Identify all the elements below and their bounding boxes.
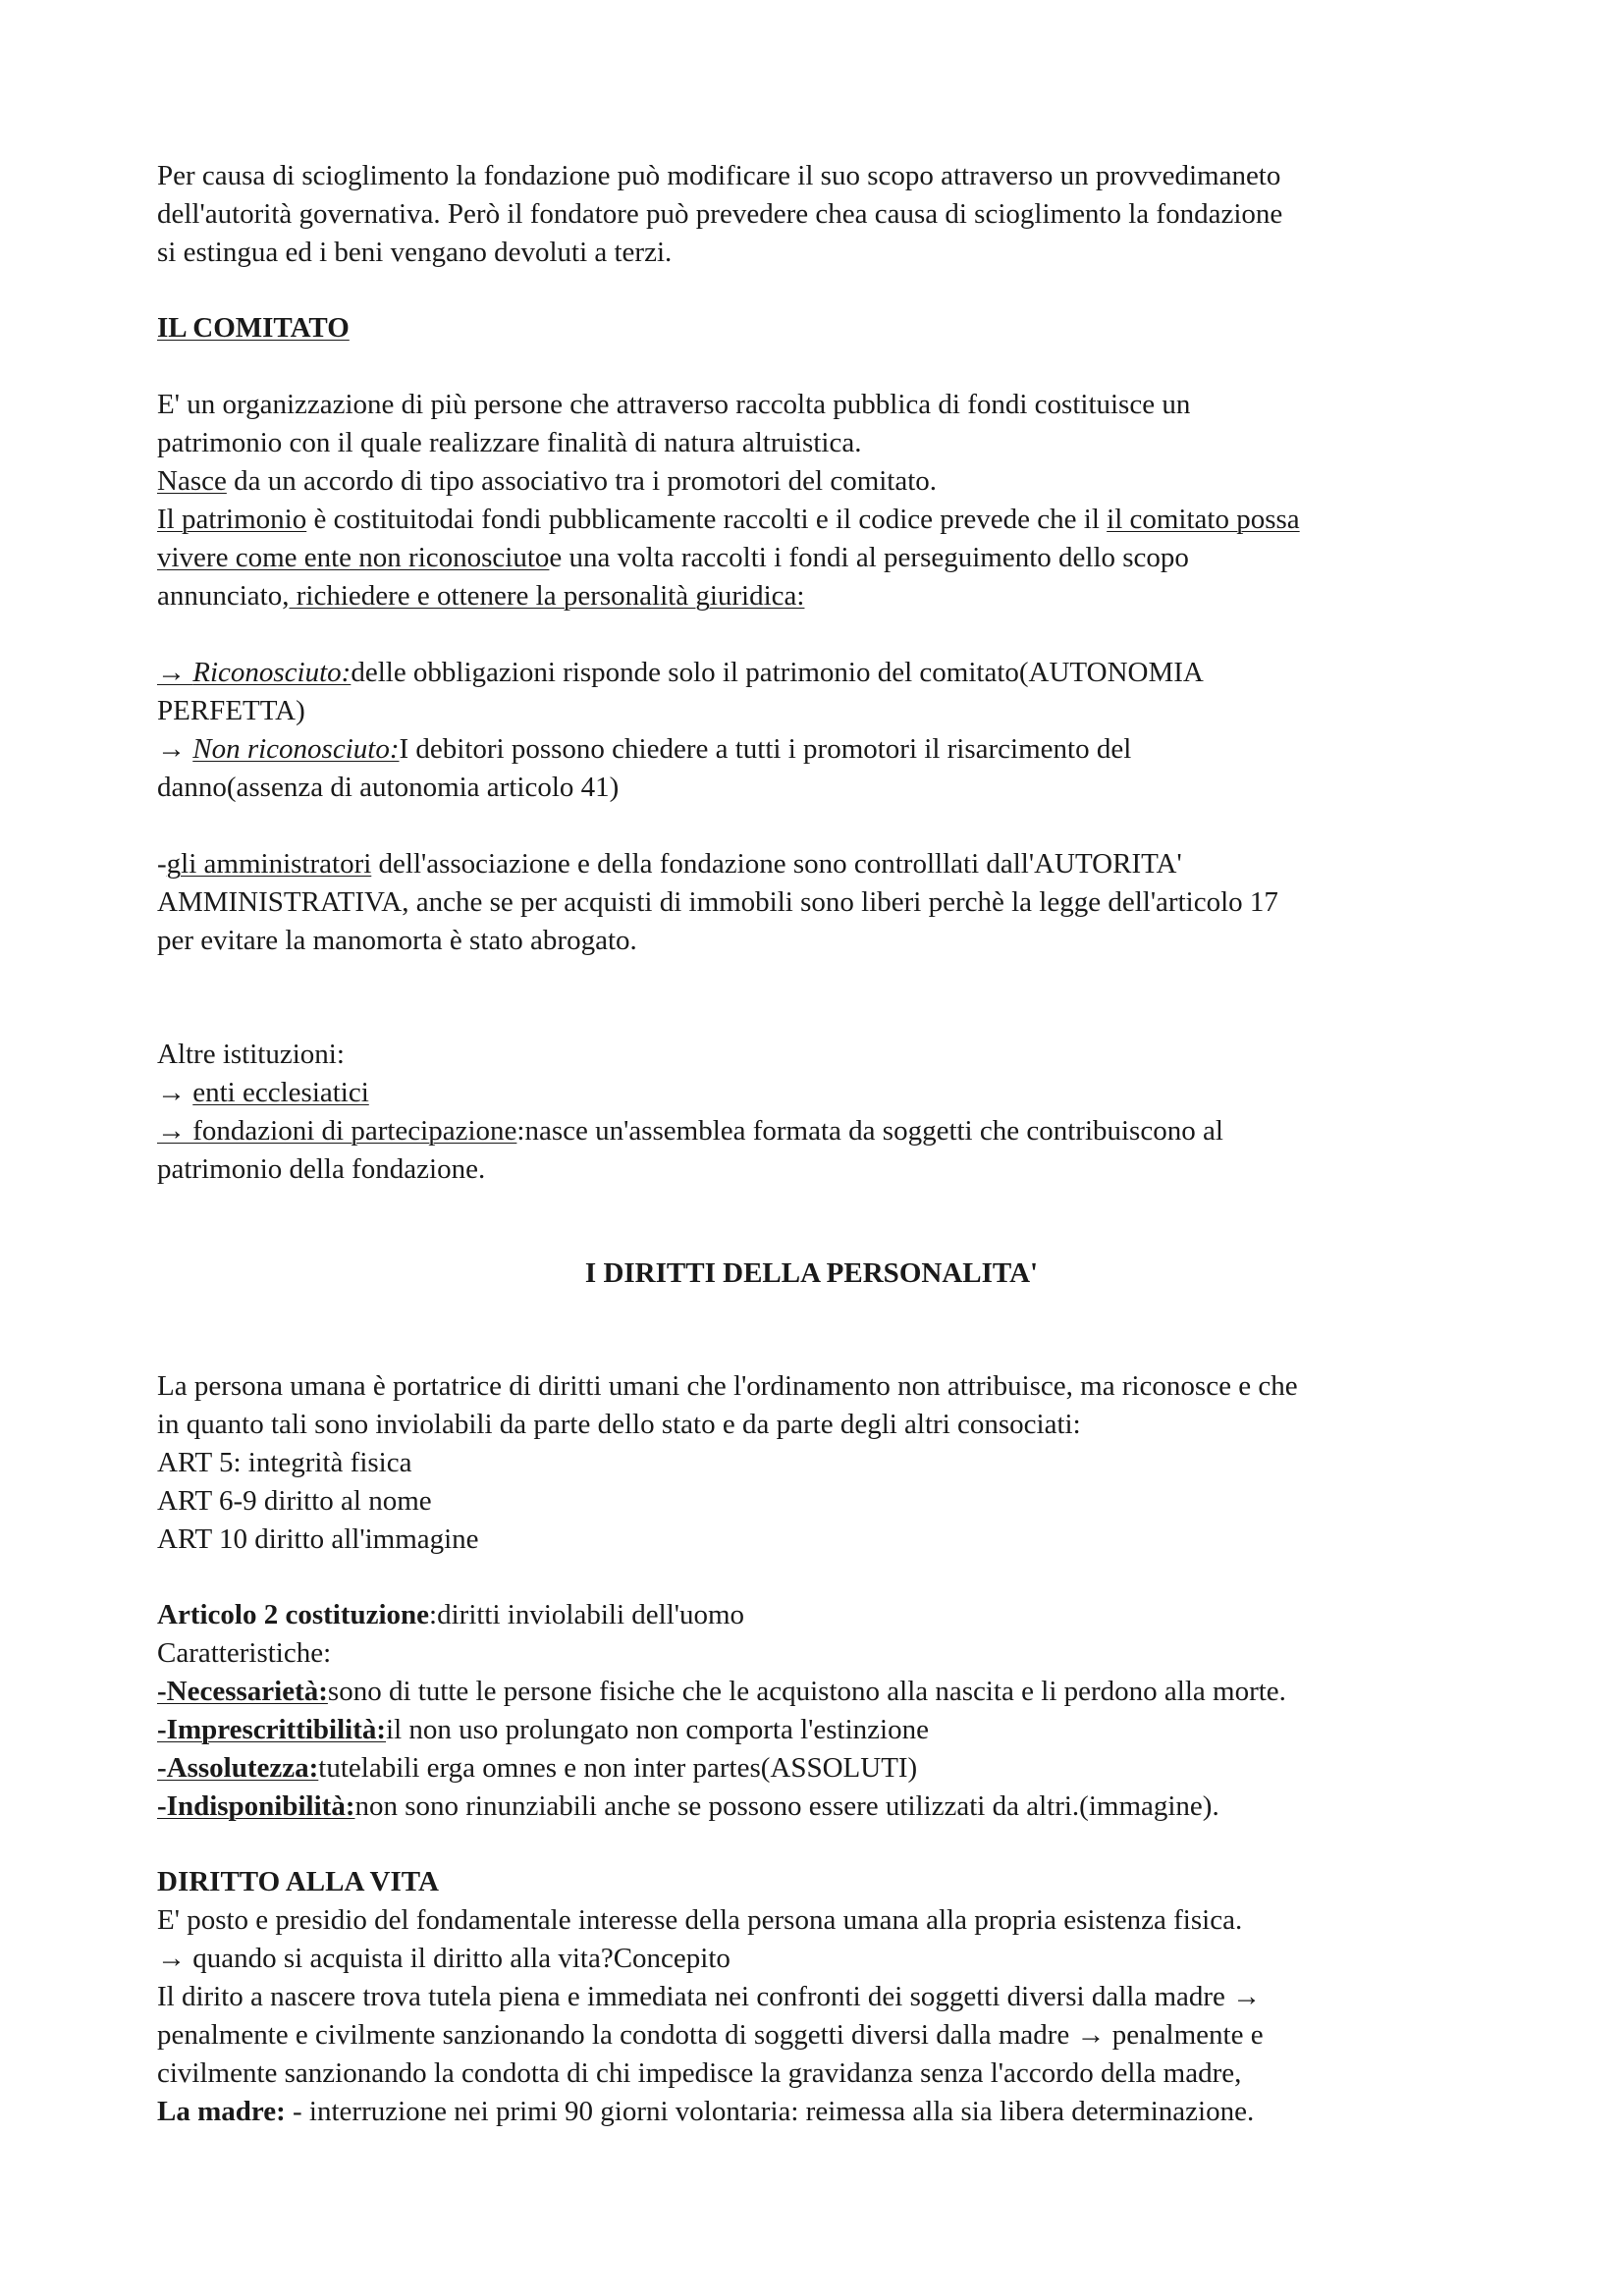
text-run: da un accordo di tipo associativo tra i promotori del comitato. — [226, 465, 938, 497]
list-item: ART 6-9 diritto al nome — [157, 1485, 432, 1517]
list-item — [157, 1117, 1223, 1146]
paragraph-line: PERFETTA) — [157, 695, 305, 726]
bold-term: La madre: — [157, 2096, 286, 2127]
underlined-term: il comitato possa — [1107, 504, 1300, 535]
list-item — [157, 1079, 369, 1107]
arrow-icon: → — [157, 1077, 193, 1108]
text-run: - — [157, 848, 167, 880]
underlined-term: Nasce — [157, 465, 227, 497]
text-run: il non uso prolungato non comporta l'estinzione — [386, 1714, 929, 1745]
paragraph-line — [157, 467, 937, 496]
list-title: Altre istituzioni: — [157, 1039, 345, 1070]
list-item: ART 5: integrità fisica — [157, 1447, 412, 1478]
text-run: dell'associazione e della fondazione sono controlllati dall'AUTORITA' — [371, 848, 1182, 880]
list-item: ART 10 diritto all'immagine — [157, 1523, 479, 1555]
paragraph-line: E' posto e presidio del fondamentale interesse della persona umana alla propria esistenza fisica. — [157, 1904, 1243, 1936]
paragraph-line: patrimonio con il quale realizzare finalità di natura altruistica. — [157, 427, 862, 458]
underlined-term: enti ecclesiatici — [192, 1077, 369, 1108]
list-item — [157, 1678, 1286, 1706]
paragraph-line: La persona umana è portatrice di diritti umani che l'ordinamento non attribuisce, ma riconosce e che — [157, 1370, 1298, 1402]
underlined-term: gli amministratori — [166, 848, 372, 880]
list-item — [157, 1716, 929, 1744]
paragraph-line: civilmente sanzionando la condotta di chi impedisce la gravidanza senza l'accordo della madre, — [157, 2057, 1242, 2089]
paragraph-line: patrimonio della fondazione. — [157, 1153, 486, 1185]
underlined-term: vivere come ente non riconosciuto — [157, 542, 550, 573]
paragraph-line — [157, 582, 804, 611]
text-run: annunciato, — [157, 580, 290, 612]
bullet-term: Non riconosciuto: — [192, 733, 400, 765]
bold-term: -Imprescrittibilità: — [157, 1714, 387, 1745]
text-run: e una volta raccolti i fondi al perseguimento dello scopo — [549, 542, 1189, 573]
paragraph-line: E' un organizzazione di più persone che attraverso raccolta pubblica di fondi costituisce un — [157, 389, 1191, 420]
text-run: è costituitodai fondi pubblicamente raccolti e il codice prevede che il — [306, 504, 1108, 535]
text-run: - interruzione nei primi 90 giorni volontaria: reimessa alla sia libera determinazione. — [285, 2096, 1255, 2127]
bold-term: -Indisponibilità: — [157, 1790, 355, 1822]
text-run: non sono rinunziabili anche se possono essere utilizzati da altri.(immagine). — [354, 1790, 1219, 1822]
paragraph-line: → quando si acquista il diritto alla vita?Concepito — [157, 1943, 730, 1974]
paragraph-line: Il dirito a nascere trova tutela piena e immediata nei confronti dei soggetti diversi dalla madre → — [157, 1981, 1262, 2012]
bullet-riconosciuto — [157, 659, 1204, 687]
paragraph-line — [157, 1601, 744, 1629]
paragraph-line: Caratteristiche: — [157, 1637, 332, 1669]
bold-term: Articolo 2 costituzione — [157, 1599, 430, 1630]
arrow-icon: → — [157, 657, 193, 688]
list-item — [157, 1754, 917, 1783]
underlined-term: Il patrimonio — [157, 504, 307, 535]
paragraph-line: in quanto tali sono inviolabili da parte dello stato e da parte degli altri consociati: — [157, 1409, 1081, 1440]
text-run: tutelabili erga omnes e non inter partes(ASSOLUTI) — [318, 1752, 918, 1784]
paragraph-line — [157, 544, 1189, 572]
text-run: :nasce un'assemblea formata da soggetti che contribuiscono al — [516, 1115, 1223, 1147]
bold-term: -Necessarietà: — [157, 1676, 328, 1707]
arrow-icon: → — [157, 733, 193, 765]
section-heading-diritti: I DIRITTI DELLA PERSONALITA' — [584, 1257, 1039, 1289]
text-run: :diritti inviolabili dell'uomo — [429, 1599, 745, 1630]
section-heading-comitato: IL COMITATO — [157, 312, 350, 344]
text-run: I debitori possono chiedere a tutti i promotori il risarcimento del — [399, 733, 1132, 765]
paragraph-line: AMMINISTRATIVA, anche se per acquisti di immobili sono liberi perchè la legge dell'articolo 17 — [157, 886, 1278, 918]
bullet-term: Riconosciuto: — [192, 657, 352, 688]
text-run: sono di tutte le persone fisiche che le acquistono alla nascita e li perdono alla morte. — [327, 1676, 1286, 1707]
bullet-non-riconosciuto — [157, 735, 1131, 764]
paragraph-line: danno(assenza di autonomia articolo 41) — [157, 772, 620, 803]
paragraph-line — [157, 850, 1182, 879]
paragraph-line: penalmente e civilmente sanzionando la condotta di soggetti diversi dalla madre → penalmente e — [157, 2019, 1264, 2051]
paragraph-line — [157, 2098, 1254, 2126]
paragraph-line: dell'autorità governativa. Però il fondatore può prevedere chea causa di scioglimento la fondazione — [157, 198, 1283, 230]
bold-term: -Assolutezza: — [157, 1752, 319, 1784]
paragraph-line: Per causa di scioglimento la fondazione può modificare il suo scopo attraverso un provvedimaneto — [157, 160, 1281, 191]
paragraph-line — [157, 506, 1300, 534]
list-item — [157, 1792, 1219, 1821]
underlined-term: richiedere e ottenere la personalità giuridica: — [289, 580, 805, 612]
underlined-term: → fondazioni di partecipazione — [157, 1115, 517, 1147]
text-run: delle obbligazioni risponde solo il patrimonio del comitato(AUTONOMIA — [351, 657, 1204, 688]
paragraph-line: si estingua ed i beni vengano devoluti a terzi. — [157, 237, 673, 268]
paragraph-line: per evitare la manomorta è stato abrogato. — [157, 925, 637, 956]
section-heading-vita: DIRITTO ALLA VITA — [157, 1866, 439, 1897]
